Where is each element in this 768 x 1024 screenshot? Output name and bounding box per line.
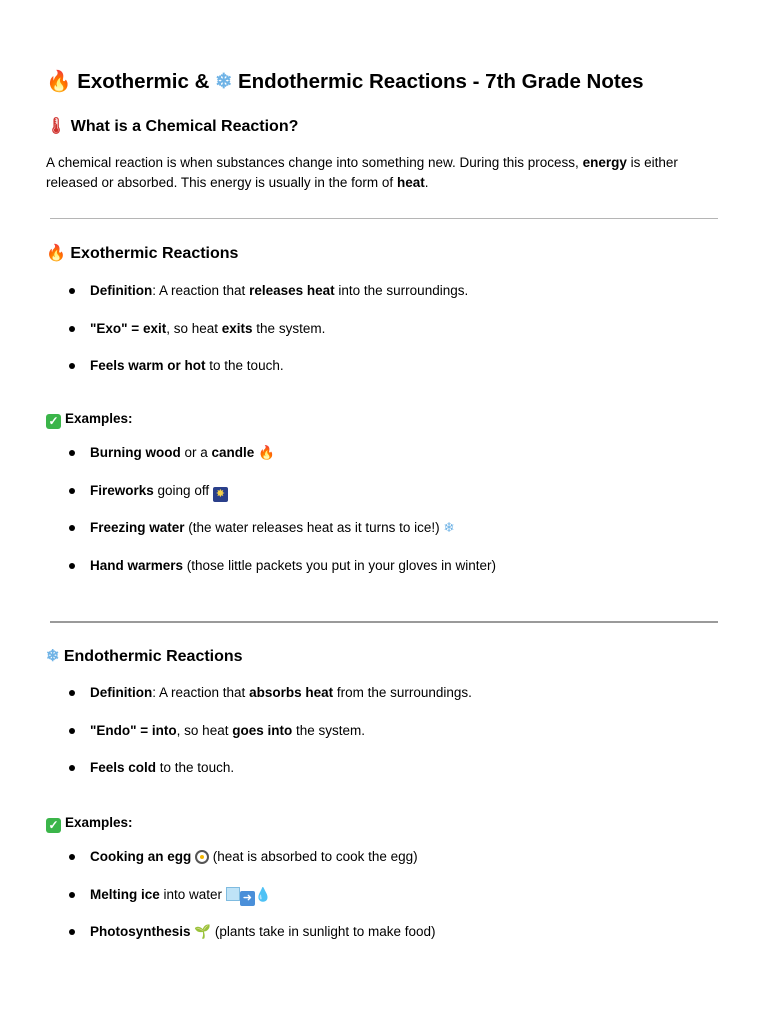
endo-facts-list: [68, 684, 472, 797]
list-item: [68, 320, 468, 358]
list-item: [68, 722, 472, 760]
intro-bold-heat: heat: [396, 175, 425, 190]
item-text: (those little packets you put in your gloves in winter): [183, 557, 496, 573]
endo-examples-list: [68, 848, 435, 961]
item-bold: Definition: [90, 685, 153, 700]
check-mark-icon: ✓: [46, 818, 61, 833]
exo-facts-list: [68, 282, 468, 395]
item-bold: goes into: [232, 722, 293, 738]
list-item: [68, 357, 468, 395]
item-text: (heat is absorbed to cook the egg): [209, 849, 418, 864]
item-text: to the touch.: [205, 358, 284, 373]
list-item: [68, 886, 435, 924]
intro-heading: [46, 116, 298, 138]
item-bold: Feels warm or hot: [90, 358, 206, 373]
snowflake-icon: ❄: [443, 520, 455, 535]
item-bold: Definition: [90, 283, 153, 298]
fire-icon: 🔥: [258, 445, 275, 460]
item-text: (plants take in sunlight to make food): [211, 924, 436, 939]
list-item: [68, 444, 496, 482]
intro-text-c: .: [424, 175, 429, 190]
right-arrow-icon: ➜: [240, 891, 255, 906]
item-bold: Hand warmers: [90, 557, 184, 573]
fire-icon: 🔥: [46, 245, 66, 262]
intro-bold-energy: energy: [582, 155, 627, 170]
item-text: or a: [180, 445, 212, 460]
item-bold: Freezing water: [90, 520, 185, 535]
snowflake-icon: ❄: [215, 70, 233, 93]
list-item: [68, 759, 472, 797]
item-bold: Cooking an egg: [90, 849, 192, 864]
intro-text-a: A chemical reaction is when substances change into something new. During this process,: [46, 155, 579, 170]
item-text: , so heat: [176, 722, 233, 738]
endo-examples-heading: [46, 814, 133, 833]
exo-heading: [46, 243, 238, 265]
item-text: , so heat: [166, 320, 222, 336]
item-text: the system.: [252, 320, 326, 336]
endo-examples-label: Examples:: [65, 815, 133, 830]
item-bold: Feels cold: [90, 760, 157, 775]
item-text: : A reaction that: [152, 283, 250, 298]
divider: [50, 621, 718, 623]
exo-heading-text: Exothermic Reactions: [70, 245, 239, 262]
item-bold: "Endo" = into: [90, 722, 177, 738]
ice-cube-icon: [226, 887, 240, 901]
exo-examples-label: Examples:: [65, 411, 133, 426]
thermometer-icon: 🌡: [46, 118, 67, 135]
page-title: [46, 68, 644, 96]
check-mark-icon: ✓: [46, 414, 61, 429]
intro-paragraph: [46, 153, 726, 193]
intro-text-b: is either released or absorbed. This energy is usually in the form of: [46, 155, 678, 190]
fireworks-icon: ✸: [213, 487, 228, 502]
list-item: [68, 482, 496, 520]
exo-examples-list: [68, 444, 496, 594]
item-text: the system.: [292, 722, 365, 738]
item-bold: "Exo" = exit: [90, 320, 167, 336]
list-item: [68, 282, 468, 320]
item-text: to the touch.: [156, 760, 235, 775]
list-item: [68, 557, 496, 595]
endo-heading: [46, 646, 243, 668]
item-bold: Fireworks: [90, 482, 154, 498]
item-bold: absorbs heat: [249, 685, 334, 700]
item-bold: Photosynthesis: [90, 924, 191, 939]
fire-icon: 🔥: [46, 70, 72, 93]
title-suffix: Endothermic Reactions - 7th Grade Notes: [237, 70, 644, 93]
item-text: into water: [159, 886, 223, 902]
list-item: [68, 923, 435, 961]
item-bold: releases heat: [249, 283, 335, 298]
list-item: [68, 848, 435, 886]
snowflake-icon: ❄: [46, 648, 60, 665]
seedling-icon: 🌱: [194, 924, 212, 939]
list-item: [68, 684, 472, 722]
list-item: [68, 519, 496, 557]
title-prefix: Exothermic &: [77, 70, 210, 93]
divider: [50, 218, 718, 219]
item-text: going off: [153, 482, 210, 498]
item-text: : A reaction that: [152, 685, 250, 700]
intro-heading-text: What is a Chemical Reaction?: [70, 118, 299, 135]
item-text: (the water releases heat as it turns to ice!): [184, 520, 440, 535]
fried-egg-icon: [195, 850, 209, 864]
exo-examples-heading: [46, 410, 133, 429]
endo-heading-text: Endothermic Reactions: [63, 648, 243, 665]
item-text: from the surroundings.: [333, 685, 472, 700]
item-bold: Burning wood: [90, 445, 181, 460]
item-bold: candle: [211, 445, 255, 460]
item-text: into the surroundings.: [334, 283, 469, 298]
item-bold: Melting ice: [90, 886, 160, 902]
item-bold: exits: [221, 320, 253, 336]
droplet-icon: 💧: [254, 886, 272, 902]
